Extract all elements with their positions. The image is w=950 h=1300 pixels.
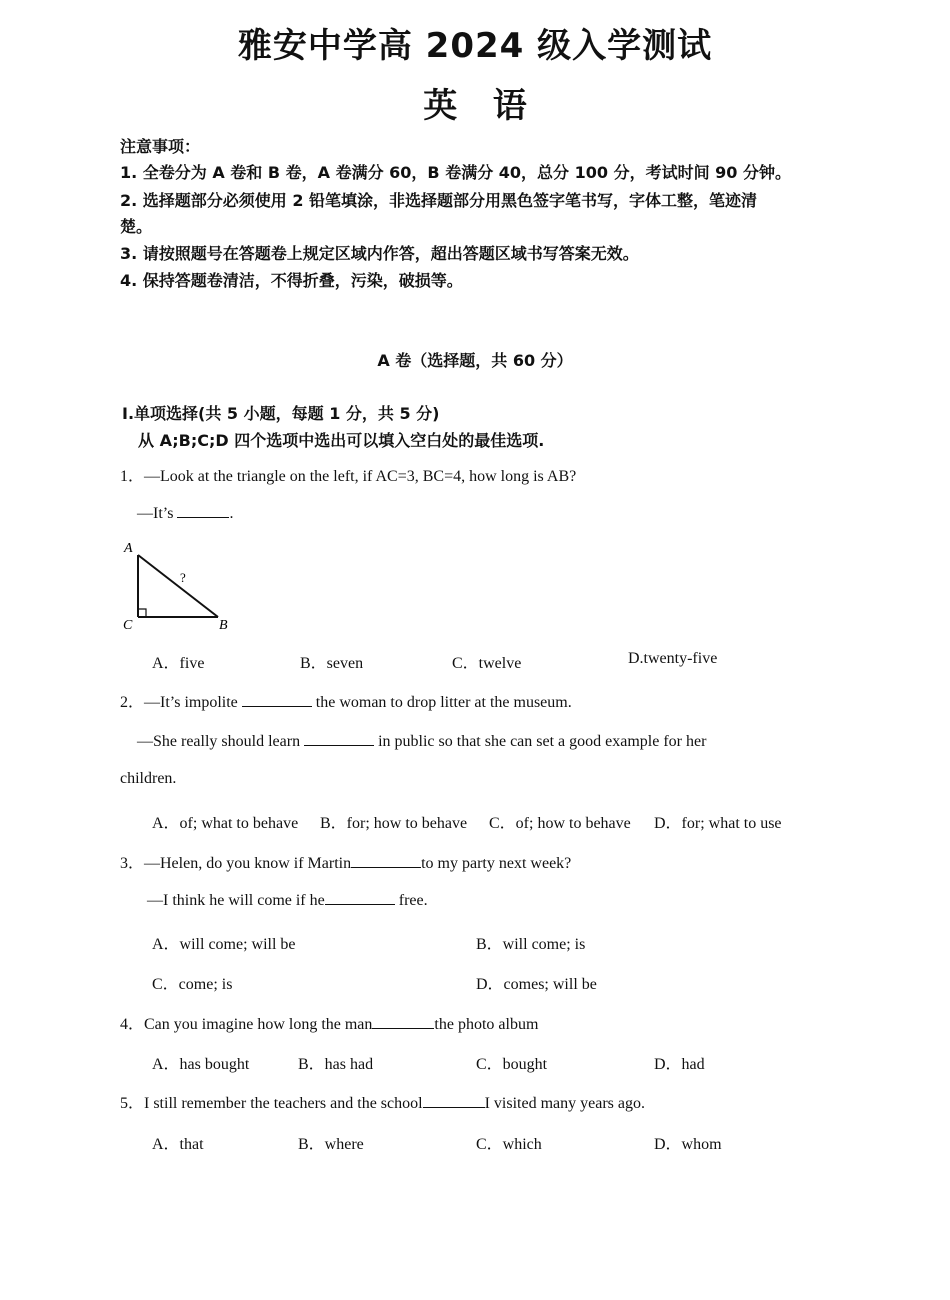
q3-stem-post: to my party next week?	[421, 855, 572, 872]
q1-option-d[interactable]: D.twenty-five	[628, 650, 718, 667]
side-ab	[138, 555, 218, 617]
exam-title: 雅安中学高 2024 级入学测试	[237, 26, 713, 66]
part1-instruction: 从 A;B;C;D 四个选项中选出可以填入空白处的最佳选项.	[138, 431, 545, 450]
q1-option-a[interactable]: A．five	[152, 655, 205, 672]
label-question-mark: ?	[180, 570, 186, 585]
notice-item-4: 4. 保持答题卷清洁，不得折叠，污染，破损等。	[120, 271, 463, 290]
q2-stem-post: the woman to drop litter at the museum.	[311, 694, 572, 711]
q2-option-d[interactable]: D．for; what to use	[654, 815, 782, 832]
q3-option-b[interactable]: B．will come; is	[476, 936, 586, 953]
q5-option-c[interactable]: C．which	[476, 1136, 542, 1153]
label-a: A	[124, 541, 133, 556]
q5-option-a[interactable]: A．that	[152, 1136, 204, 1153]
q2-line2	[137, 731, 706, 751]
q5-blank[interactable]	[423, 1093, 485, 1108]
q5-option-b[interactable]: B．where	[298, 1136, 364, 1153]
q3-blank-2[interactable]	[325, 890, 395, 905]
q1-option-b[interactable]: B．seven	[300, 655, 364, 672]
part1-title: Ⅰ.单项选择(共 5 小题，每题 1 分，共 5 分)	[122, 404, 440, 423]
notice-item-1: 1. 全卷分为 A 卷和 B 卷，A 卷满分 60，B 卷满分 40，总分 100 分，考试时间 90 分钟。	[120, 163, 791, 182]
q4-option-a[interactable]: A．has bought	[152, 1056, 250, 1073]
q2-option-c[interactable]: C．of; how to behave	[489, 815, 631, 832]
q1-blank[interactable]	[177, 503, 229, 518]
q4-option-d[interactable]: D．had	[654, 1056, 705, 1073]
q4-stem	[120, 1011, 538, 1034]
notice-item-2-cont: 楚。	[120, 217, 153, 236]
section-a-title: A 卷（选择题，共 60 分）	[377, 351, 573, 370]
q2-option-a[interactable]: A．of; what to behave	[152, 815, 299, 832]
q3-line2-post: free.	[394, 892, 428, 909]
q3-option-a[interactable]: A．will come; will be	[152, 936, 296, 953]
q3-option-d[interactable]: D．comes; will be	[476, 976, 597, 993]
q3-stem	[120, 850, 571, 873]
q5-stem	[120, 1090, 645, 1113]
q3-stem-pre: 3．—Helen, do you know if Martin	[120, 855, 352, 872]
label-c: C	[123, 618, 133, 633]
subject-title: 英 语	[423, 86, 527, 126]
q3-line2	[147, 890, 428, 910]
q5-stem-pre: 5．I still remember the teachers and the school	[120, 1095, 423, 1112]
q2-line2-post: in public so that she can set a good example for her	[374, 733, 707, 750]
q5-stem-post: I visited many years ago.	[484, 1095, 645, 1112]
q4-stem-post: the photo album	[434, 1016, 539, 1033]
q3-line2-pre: —I think he will come if he	[147, 892, 325, 909]
q2-stem-pre: 2．—It’s impolite	[120, 694, 242, 711]
q2-line2-pre: —She really should learn	[137, 733, 305, 750]
q2-blank-2[interactable]	[304, 731, 374, 746]
q3-option-c[interactable]: C．come; is	[152, 976, 233, 993]
notice-item-3: 3. 请按照题号在答题卷上规定区域内作答，超出答题区域书写答案无效。	[120, 244, 639, 263]
notice-item-2: 2. 选择题部分必须使用 2 铅笔填涂，非选择题部分用黑色签字笔书写，字体工整，笔迹清	[120, 191, 758, 210]
label-b: B	[219, 618, 228, 633]
q1-stem: 1．—Look at the triangle on the left, if AC=3, BC=4, how long is AB?	[120, 468, 577, 485]
q1-answer-pre: —It’s	[137, 505, 178, 522]
q4-option-c[interactable]: C．bought	[476, 1056, 548, 1073]
q1-option-c[interactable]: C．twelve	[452, 655, 522, 672]
q2-option-b[interactable]: B．for; how to behave	[320, 815, 468, 832]
q2-stem	[120, 689, 572, 712]
q2-blank-1[interactable]	[242, 692, 312, 707]
q2-line3: children.	[120, 770, 177, 787]
triangle-figure	[115, 537, 245, 637]
right-angle-mark	[138, 609, 146, 617]
q4-option-b[interactable]: B．has had	[298, 1056, 374, 1073]
q3-blank-1[interactable]	[351, 853, 421, 868]
q4-blank[interactable]	[372, 1014, 434, 1029]
q1-answer-post: .	[229, 505, 234, 522]
q5-option-d[interactable]: D．whom	[654, 1136, 722, 1153]
q1-answer-line	[137, 503, 233, 523]
notice-heading: 注意事项：	[120, 137, 201, 156]
q4-stem-pre: 4．Can you imagine how long the man	[120, 1016, 373, 1033]
